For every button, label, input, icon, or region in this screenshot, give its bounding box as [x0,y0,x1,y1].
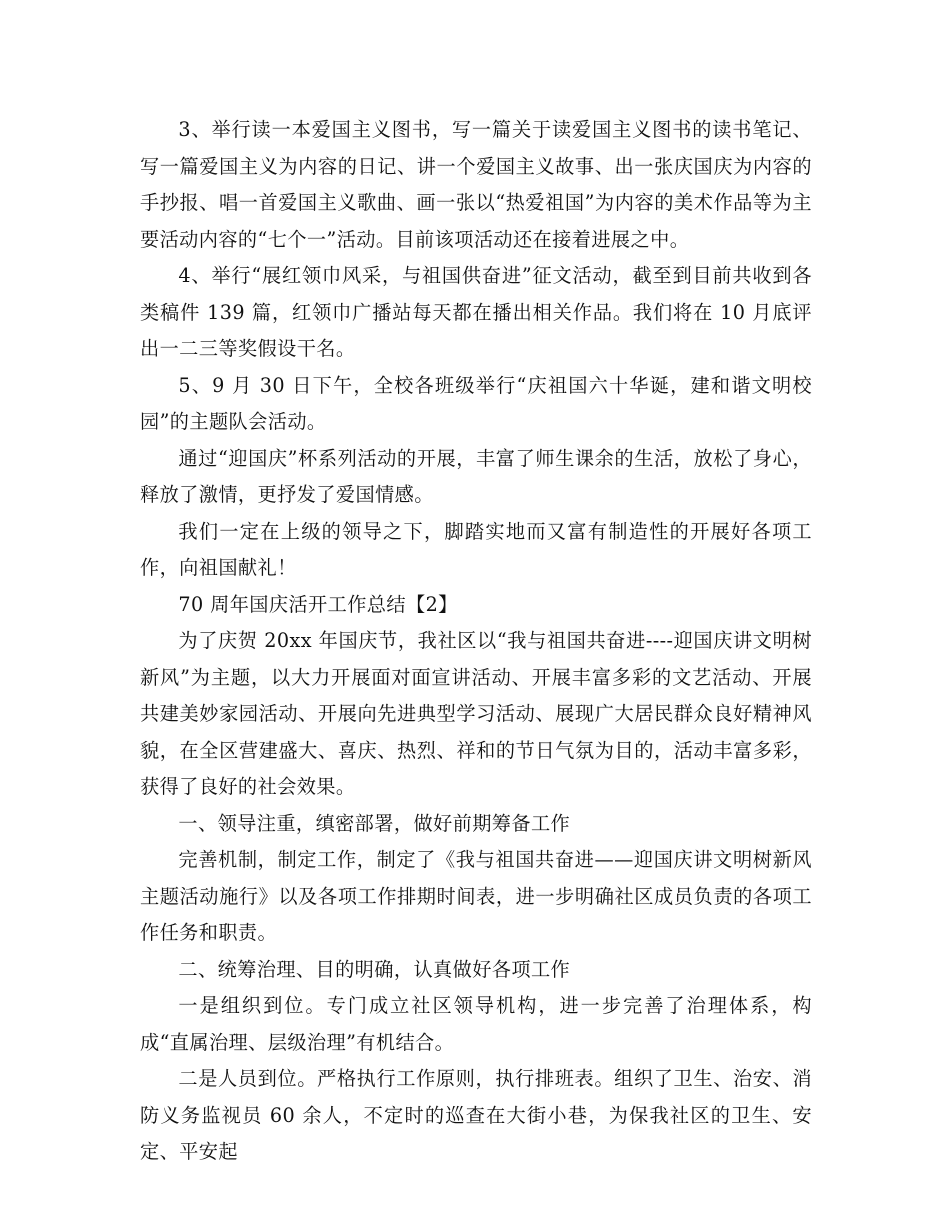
paragraph-organization: 一是组织到位。专门成立社区领导机构，进一步完善了治理体系，构成“直属治理、层级治理”有机结合。 [140,994,812,1054]
paragraph-activity-5: 5、9 月 30 日下午，全校各班级举行“庆祖国六十华诞，建和谐文明校园”的主题队会活动。 [140,373,812,433]
paragraph-activity-3: 3、举行读一本爱国主义图书，写一篇关于读爱国主义图书的读书笔记、写一篇爱国主义为内容的日记、讲一个爱国主义故事、出一张庆国庆为内容的手抄报、唱一首爱国主义歌曲、画一张以“热爱祖国”为内容的美术作品等为主要活动内容的“七个一”活动。目前该项活动还在接着进展之中。 [140,118,812,251]
paragraph-personnel: 二是人员到位。严格执行工作原则，执行排班表。组织了卫生、治安、消防义务监视员 60 余人，不定时的巡查在大街小巷，为保我社区的卫生、安定、平安起 [140,1067,812,1163]
document-page [140,112,812,1171]
paragraph-mechanism: 完善机制，制定工作，制定了《我与祖国共奋进——迎国庆讲文明树新风主题活动施行》以及各项工作排期时间表，进一步明确社区成员负责的各项工作任务和职责。 [140,848,812,944]
paragraph-summary: 通过“迎国庆”杯系列活动的开展，丰富了师生课余的生活，放松了身心，释放了激情，更抒发了爱国情感。 [140,446,812,506]
subheading-management: 二、统筹治理、目的明确，认真做好各项工作 [178,957,571,981]
paragraph-activity-4: 4、举行“展红领巾风采，与祖国供奋进”征文活动，截至到目前共收到各类稿件 139 篇，红领巾广播站每天都在播出相关作品。我们将在 10 月底评出一二三等奖假设干名。 [140,264,812,360]
section-heading-2: 70 周年国庆活开工作总结【2】 [178,592,458,616]
paragraph-closing: 我们一定在上级的领导之下，脚踏实地而又富有制造性的开展好各项工作，向祖国献礼！ [140,519,812,579]
subheading-leadership: 一、领导注重，缜密部署，做好前期筹备工作 [178,811,571,835]
paragraph-intro-2: 为了庆贺 20xx 年国庆节，我社区以“我与祖国共奋进----迎国庆讲文明树新风”为主题，以大力开展面对面宣讲活动、开展丰富多彩的文艺活动、开展共建美妙家园活动、开展向先进典型学习活动、展现广大居民群众良好精神风貌，在全区营建盛大、喜庆、热烈、祥和的节日气氛为目的，活动丰富多彩，获得了良好的社会效果。 [140,629,812,798]
